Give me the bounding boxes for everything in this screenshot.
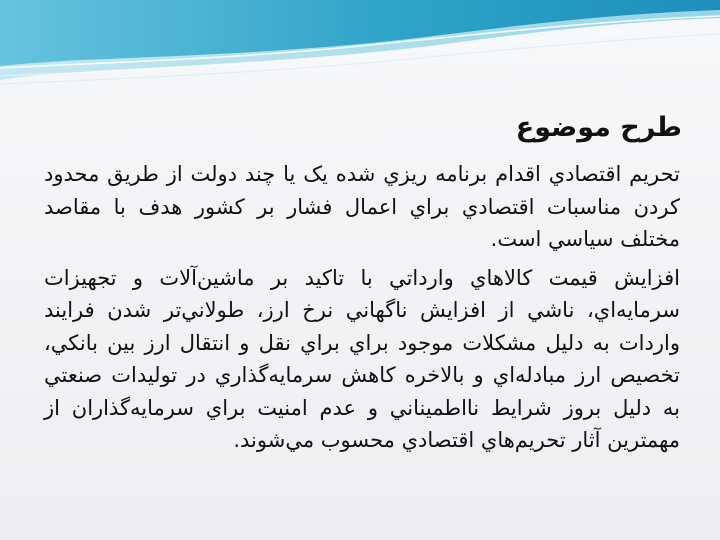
slide-body [44, 158, 680, 457]
header-wave-decoration [0, 0, 720, 100]
paragraph-definition: تحريم اقتصادي اقدام برنامه ريزي شده يک يا چند دولت از طريق محدود کردن مناسبات اقتصادي براي اعمال فشار بر کشور هدف با مقاصد مختلف سياسي است. [44, 162, 680, 251]
paragraph-effects: افزايش قيمت کالاهاي وارداتي با تاکيد بر ماشين‌آلات و تجهيزات سرمايه‌اي، ناشي از افزايش ناگهاني نرخ ارز، طولاني‌تر شدن فرايند واردات به دليل مشکلات موجود براي براي نقل و انتقال ارز بين بانکي، تخصيص ارز مبادله‌اي و بالاخره کاهش سرمايه‌گذاري در توليدات صنعتي به دليل بروز شرايط نااطميناني و عدم امنيت براي سرمايه‌گذاران از مهمترين آثار تحريم‌هاي اقتصادي محسوب مي‌شوند. [44, 265, 680, 452]
slide-title: طرح موضوع [515, 112, 682, 143]
